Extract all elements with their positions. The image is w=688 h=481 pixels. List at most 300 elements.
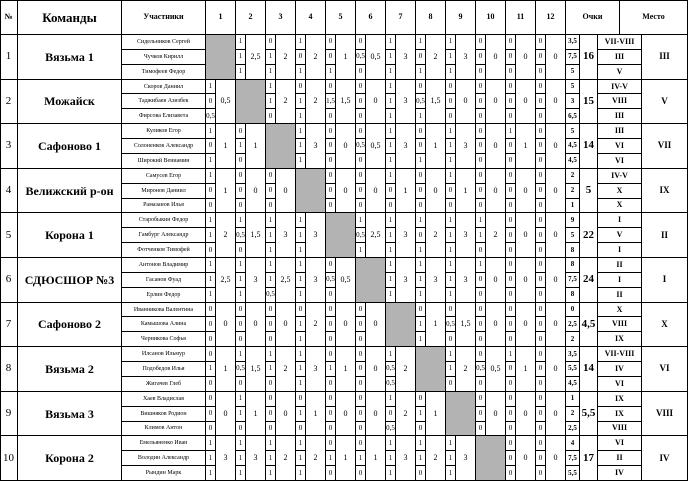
- game-result: 1: [236, 347, 246, 362]
- player-place: V: [598, 65, 642, 80]
- player-points: 5: [566, 228, 580, 243]
- game-result: 1: [416, 436, 426, 451]
- match-score: 3: [456, 124, 476, 169]
- game-result: 0: [206, 377, 216, 392]
- game-result: 0: [266, 109, 276, 124]
- match-score: 3: [456, 436, 476, 481]
- game-result: 0: [536, 407, 546, 422]
- player-name: Фотченков Тимофей: [122, 243, 206, 258]
- game-result: 1,5: [326, 94, 336, 109]
- match-score: 0: [546, 392, 566, 437]
- player-points: 2: [566, 407, 580, 422]
- game-result: 1: [416, 258, 426, 273]
- team-total-points: 24: [580, 258, 598, 303]
- game-result: 0: [356, 80, 366, 95]
- match-score: 3: [276, 213, 296, 258]
- match-score: 1,5: [426, 80, 446, 125]
- game-result: 1: [296, 139, 306, 154]
- player-points: 2: [566, 332, 580, 347]
- team-total-points: 22: [580, 213, 598, 258]
- game-result: 1: [206, 213, 216, 228]
- player-points: 3,5: [566, 347, 580, 362]
- game-result: 0: [476, 139, 486, 154]
- game-result: 1: [446, 154, 456, 169]
- player-name: Емельяненко Иван: [122, 436, 206, 451]
- self-match-cell: [296, 169, 326, 214]
- game-result: 0: [266, 407, 276, 422]
- player-place: II: [598, 258, 642, 273]
- game-result: 0: [536, 80, 546, 95]
- game-result: 0: [326, 303, 336, 318]
- game-result: 1: [296, 213, 306, 228]
- player-name: Жигачев Глеб: [122, 377, 206, 392]
- player-place: II: [598, 288, 642, 303]
- game-result: 0: [266, 199, 276, 214]
- game-result: 1: [416, 154, 426, 169]
- game-result: 0: [356, 35, 366, 50]
- game-result: 1: [446, 35, 456, 50]
- game-result: 0: [326, 154, 336, 169]
- self-match-cell: [326, 213, 356, 258]
- game-result: 0: [536, 377, 546, 392]
- header-num: №: [0, 0, 18, 35]
- game-result: 1: [326, 451, 336, 466]
- game-result: 1: [386, 80, 396, 95]
- game-result: 0: [296, 422, 306, 437]
- player-place: VI: [598, 436, 642, 451]
- game-result: 0: [356, 436, 366, 451]
- match-score: 3: [396, 213, 416, 258]
- game-result: 1: [266, 213, 276, 228]
- game-result: 0: [236, 377, 246, 392]
- match-score: 3: [426, 258, 446, 303]
- team-name: Корона 1: [18, 213, 122, 258]
- game-result: 1: [296, 288, 306, 303]
- game-result: 0: [236, 124, 246, 139]
- game-result: 0: [416, 50, 426, 65]
- game-result: 0: [536, 303, 546, 318]
- game-result: 0: [326, 169, 336, 184]
- game-result: 0: [236, 317, 246, 332]
- self-match-cell: [446, 392, 476, 437]
- player-points: 3: [566, 94, 580, 109]
- player-place: IX: [598, 392, 642, 407]
- team-place: IX: [642, 169, 688, 214]
- game-result: 0: [356, 407, 366, 422]
- game-result: 1: [266, 80, 276, 95]
- match-score: 0: [216, 303, 236, 348]
- player-place: IV-V: [598, 80, 642, 95]
- match-score: 2: [396, 347, 416, 392]
- player-place: III: [598, 50, 642, 65]
- player-place: VII-VIII: [598, 35, 642, 50]
- match-score: 2: [276, 35, 296, 80]
- game-result: 0: [476, 422, 486, 437]
- match-score: 2: [306, 436, 326, 481]
- game-result: 1: [446, 436, 456, 451]
- match-score: 2,5: [216, 258, 236, 303]
- team-number: 4: [0, 169, 18, 214]
- game-result: 0: [326, 288, 336, 303]
- match-score: 0,5: [216, 80, 236, 125]
- player-points: 7,5: [566, 50, 580, 65]
- game-result: 1: [296, 258, 306, 273]
- player-name: Ерлин Федор: [122, 288, 206, 303]
- game-result: 0: [356, 303, 366, 318]
- match-score: 1: [336, 347, 356, 392]
- team-name: Можайск: [18, 80, 122, 125]
- player-name: Гасанов Фуад: [122, 273, 206, 288]
- match-score: 0: [246, 169, 266, 214]
- player-name: Фирсова Елизавета: [122, 109, 206, 124]
- game-result: 0: [476, 124, 486, 139]
- game-result: 0: [356, 94, 366, 109]
- game-result: 0: [506, 407, 516, 422]
- self-match-cell: [356, 258, 386, 303]
- game-result: 0: [266, 184, 276, 199]
- player-name: Рындин Марк: [122, 466, 206, 481]
- game-result: 0: [326, 377, 336, 392]
- player-points: 2,5: [566, 422, 580, 437]
- game-result: 0: [506, 392, 516, 407]
- game-result: 1: [476, 228, 486, 243]
- game-result: 0: [476, 377, 486, 392]
- game-result: 1: [476, 258, 486, 273]
- match-score: 0: [546, 169, 566, 214]
- match-score: 1,5: [246, 347, 266, 392]
- match-score: 3: [456, 258, 476, 303]
- player-points: 8: [566, 288, 580, 303]
- game-result: 1: [416, 451, 426, 466]
- match-score: 0: [486, 258, 506, 303]
- game-result: 0: [506, 303, 516, 318]
- player-points: 5: [566, 124, 580, 139]
- game-result: 0: [356, 65, 366, 80]
- header-team: Команды: [18, 0, 122, 35]
- game-result: 0: [506, 80, 516, 95]
- game-result: 0: [536, 199, 546, 214]
- game-result: 0,5: [386, 422, 396, 437]
- game-result: 1: [236, 213, 246, 228]
- game-result: 0: [236, 154, 246, 169]
- game-result: 0: [326, 317, 336, 332]
- player-name: Гамбург Александр: [122, 228, 206, 243]
- game-result: 0: [206, 422, 216, 437]
- match-score: 0: [516, 169, 536, 214]
- game-result: 1: [416, 288, 426, 303]
- game-result: 0: [266, 422, 276, 437]
- self-match-cell: [206, 35, 236, 80]
- header-opponent-10: 10: [476, 0, 506, 35]
- game-result: 1: [326, 362, 336, 377]
- team-total-points: 14: [580, 124, 598, 169]
- match-score: 0: [366, 303, 386, 348]
- game-result: 0: [266, 169, 276, 184]
- self-match-cell: [266, 124, 296, 169]
- match-score: 0: [546, 80, 566, 125]
- match-score: 0: [366, 392, 386, 437]
- game-result: 1: [296, 451, 306, 466]
- player-place: VI: [598, 154, 642, 169]
- game-result: 1: [386, 228, 396, 243]
- game-result: 1: [206, 169, 216, 184]
- match-score: 3: [396, 258, 416, 303]
- game-result: 1: [416, 65, 426, 80]
- match-score: 3: [246, 436, 266, 481]
- game-result: 0: [296, 303, 306, 318]
- match-score: 1: [336, 436, 356, 481]
- player-name: Рамазанов Илья: [122, 199, 206, 214]
- team-place: III: [642, 35, 688, 80]
- match-score: 2: [486, 213, 506, 258]
- game-result: 0: [416, 466, 426, 481]
- game-result: 0: [506, 184, 516, 199]
- match-score: 0: [516, 35, 536, 80]
- game-result: 1: [416, 317, 426, 332]
- game-result: 0: [446, 332, 456, 347]
- game-result: 1: [356, 213, 366, 228]
- team-total-points: 4,5: [580, 303, 598, 348]
- game-result: 1: [296, 243, 306, 258]
- game-result: 1: [296, 362, 306, 377]
- header-place: Место: [620, 0, 688, 35]
- game-result: 0: [536, 109, 546, 124]
- match-score: 1: [216, 347, 236, 392]
- player-place: V: [598, 228, 642, 243]
- game-result: 1: [236, 35, 246, 50]
- team-number: 5: [0, 213, 18, 258]
- game-result: 1: [236, 65, 246, 80]
- game-result: 1: [446, 124, 456, 139]
- game-result: 1: [386, 273, 396, 288]
- game-result: 0: [446, 377, 456, 392]
- team-number: 9: [0, 392, 18, 437]
- match-score: 3: [216, 436, 236, 481]
- game-result: 1: [386, 35, 396, 50]
- team-number: 8: [0, 347, 18, 392]
- game-result: 0: [536, 228, 546, 243]
- team-name: Корона 2: [18, 436, 122, 481]
- game-result: 0: [296, 80, 306, 95]
- game-result: 0: [476, 288, 486, 303]
- player-place: X: [598, 303, 642, 318]
- match-score: 1: [216, 169, 236, 214]
- header-points: Очки: [566, 0, 620, 35]
- game-result: 0: [536, 273, 546, 288]
- match-score: 1: [366, 436, 386, 481]
- match-score: 2: [426, 35, 446, 80]
- game-result: 0: [446, 303, 456, 318]
- game-result: 1: [416, 407, 426, 422]
- match-score: 0: [546, 436, 566, 481]
- player-name: Черникова Софья: [122, 332, 206, 347]
- game-result: 0: [326, 50, 336, 65]
- header-opponent-1: 1: [206, 0, 236, 35]
- game-result: 0: [206, 199, 216, 214]
- game-result: 1: [506, 124, 516, 139]
- team-total-points: 15: [580, 80, 598, 125]
- match-score: 0: [546, 124, 566, 169]
- game-result: 1: [296, 377, 306, 392]
- game-result: 0: [536, 392, 546, 407]
- game-result: 1: [446, 347, 456, 362]
- game-result: 0: [206, 184, 216, 199]
- header-opponent-9: 9: [446, 0, 476, 35]
- team-place: V: [642, 80, 688, 125]
- game-result: 0: [506, 288, 516, 303]
- game-result: 0: [356, 466, 366, 481]
- team-name: Сафоново 2: [18, 303, 122, 348]
- game-result: 1: [266, 436, 276, 451]
- game-result: 1: [296, 407, 306, 422]
- game-result: 0: [206, 407, 216, 422]
- team-number: 10: [0, 436, 18, 481]
- match-score: 0: [516, 392, 536, 437]
- game-result: 0: [326, 422, 336, 437]
- team-place: VII: [642, 124, 688, 169]
- game-result: 1: [386, 124, 396, 139]
- player-points: 6,5: [566, 109, 580, 124]
- match-score: 3: [396, 436, 416, 481]
- game-result: 0: [326, 258, 336, 273]
- game-result: 0,5: [356, 50, 366, 65]
- player-place: I: [598, 243, 642, 258]
- match-score: 0: [516, 436, 536, 481]
- game-result: 0: [506, 317, 516, 332]
- game-result: 1: [206, 436, 216, 451]
- player-name: Чучков Кирилл: [122, 50, 206, 65]
- player-name: Старобыкин Федор: [122, 213, 206, 228]
- match-score: 1: [246, 124, 266, 169]
- game-result: 0: [326, 124, 336, 139]
- header-opponent-8: 8: [416, 0, 446, 35]
- game-result: 0,5: [356, 139, 366, 154]
- game-result: 1: [506, 347, 516, 362]
- match-score: 0: [276, 169, 296, 214]
- player-place: IV: [598, 466, 642, 481]
- self-match-cell: [476, 436, 506, 481]
- game-result: 1: [446, 169, 456, 184]
- match-score: 0: [486, 303, 506, 348]
- team-name: Велижский р-он: [18, 169, 122, 214]
- match-score: 2: [216, 213, 236, 258]
- game-result: 1: [266, 50, 276, 65]
- player-name: Сидельников Сергей: [122, 35, 206, 50]
- game-result: 0: [506, 228, 516, 243]
- game-result: 1: [236, 50, 246, 65]
- game-result: 0,5: [416, 94, 426, 109]
- team-number: 7: [0, 303, 18, 348]
- game-result: 1: [386, 347, 396, 362]
- game-result: 0: [356, 377, 366, 392]
- match-score: 3: [396, 35, 416, 80]
- game-result: 1: [206, 80, 216, 95]
- game-result: 1: [236, 258, 246, 273]
- player-name: Вишняков Родион: [122, 407, 206, 422]
- game-result: 0: [356, 392, 366, 407]
- game-result: 1: [266, 228, 276, 243]
- game-result: 0: [356, 109, 366, 124]
- player-points: 1: [566, 392, 580, 407]
- game-result: 0: [506, 436, 516, 451]
- game-result: 1: [326, 65, 336, 80]
- game-result: 0: [536, 258, 546, 273]
- game-result: 0: [356, 362, 366, 377]
- game-result: 0,5: [326, 273, 336, 288]
- game-result: 0: [506, 50, 516, 65]
- match-score: 0: [336, 124, 356, 169]
- match-score: 2: [426, 436, 446, 481]
- match-score: 1: [246, 392, 266, 437]
- game-result: 0: [206, 243, 216, 258]
- match-score: 2: [276, 80, 296, 125]
- game-result: 0: [506, 466, 516, 481]
- player-points: 4,5: [566, 377, 580, 392]
- game-result: 1: [446, 451, 456, 466]
- player-name: Тимофеев Федор: [122, 65, 206, 80]
- game-result: 1: [206, 451, 216, 466]
- game-result: 0: [326, 332, 336, 347]
- match-score: 0: [486, 169, 506, 214]
- match-score: 1: [336, 35, 356, 80]
- match-score: 1: [516, 124, 536, 169]
- game-result: 0: [476, 199, 486, 214]
- player-place: VI: [598, 377, 642, 392]
- game-result: 1: [416, 213, 426, 228]
- match-score: 1,5: [336, 80, 356, 125]
- match-score: 0: [516, 258, 536, 303]
- match-score: 0: [366, 347, 386, 392]
- game-result: 0: [506, 422, 516, 437]
- game-result: 0: [476, 303, 486, 318]
- game-result: 0: [356, 124, 366, 139]
- game-result: 0: [416, 124, 426, 139]
- game-result: 0: [356, 422, 366, 437]
- game-result: 1: [386, 213, 396, 228]
- player-place: IV: [598, 362, 642, 377]
- game-result: 0: [476, 273, 486, 288]
- game-result: 0: [206, 303, 216, 318]
- game-result: 1: [446, 213, 456, 228]
- game-result: 0: [506, 243, 516, 258]
- game-result: 1: [206, 288, 216, 303]
- game-result: 1: [236, 451, 246, 466]
- game-result: 1: [236, 407, 246, 422]
- player-points: 8: [566, 243, 580, 258]
- player-points: 4,5: [566, 154, 580, 169]
- game-result: 0: [476, 35, 486, 50]
- player-name: Иванникова Валентина: [122, 303, 206, 318]
- game-result: 0: [206, 139, 216, 154]
- game-result: 0: [536, 347, 546, 362]
- game-result: 0: [326, 407, 336, 422]
- match-score: 2: [306, 35, 326, 80]
- match-score: 0: [546, 347, 566, 392]
- player-name: Подобедов Илья: [122, 362, 206, 377]
- game-result: 0: [476, 347, 486, 362]
- match-score: 0: [486, 35, 506, 80]
- game-result: 0: [356, 199, 366, 214]
- player-points: 5: [566, 65, 580, 80]
- game-result: 0: [536, 466, 546, 481]
- game-result: 1: [386, 392, 396, 407]
- game-result: 0: [446, 80, 456, 95]
- game-result: 0: [296, 50, 306, 65]
- game-result: 0: [326, 109, 336, 124]
- game-result: 0: [326, 466, 336, 481]
- game-result: 0: [476, 109, 486, 124]
- game-result: 0,5: [266, 288, 276, 303]
